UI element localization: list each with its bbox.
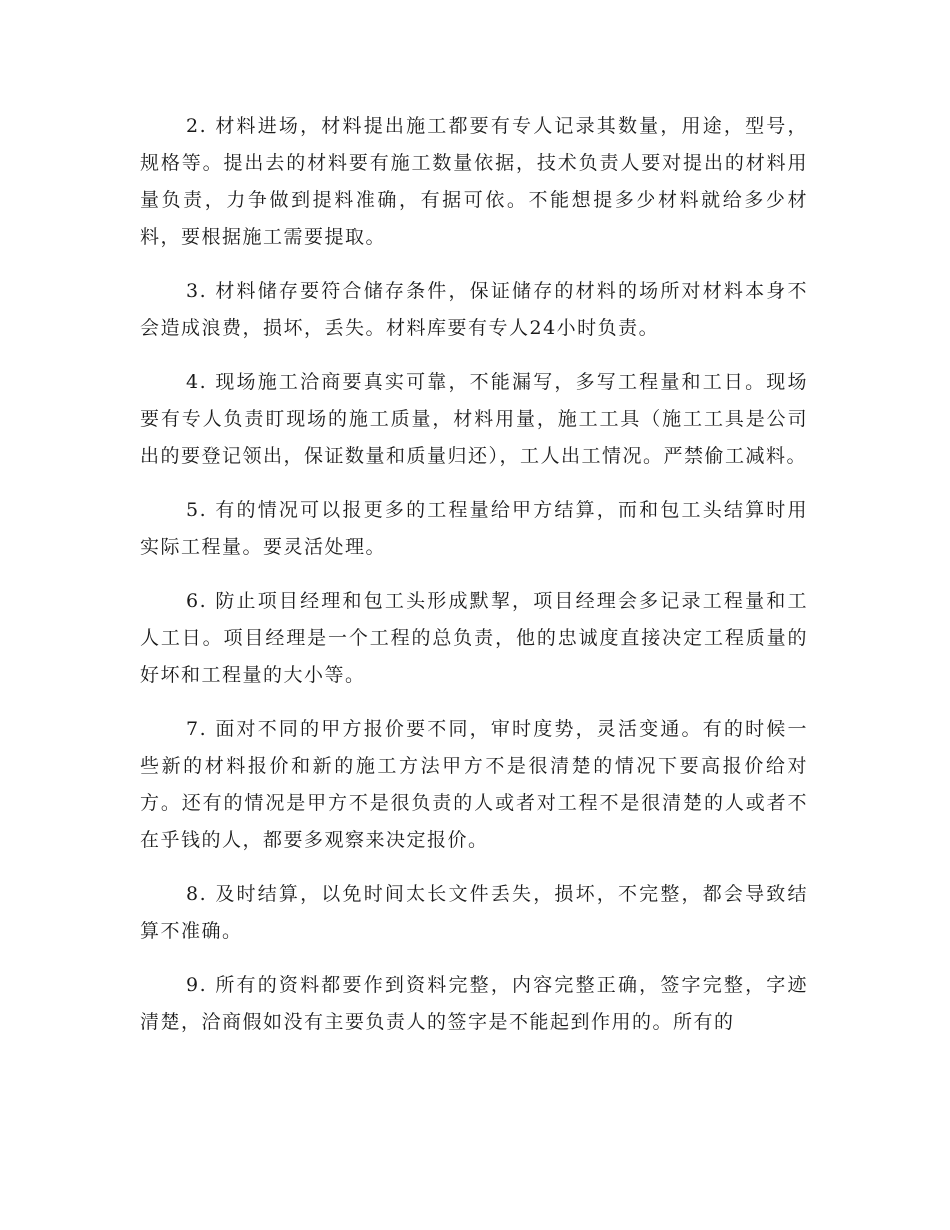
paragraph-3: 3. 材料储存要符合储存条件，保证储存的材料的场所对材料本身不会造成浪费，损坏，丢失。材料库要有专人24小时负责。 <box>140 280 808 339</box>
paragraph-2: 2. 材料进场，材料提出施工都要有专人记录其数量，用途，型号，规格等。提出去的材料要有施工数量依据，技术负责人要对提出的材料用量负责，力争做到提料准确，有据可依。不能想提多少材料就给多少材料，要根据施工需要提取。 <box>140 115 808 248</box>
paragraph-7: 7. 面对不同的甲方报价要不同，审时度势，灵活变通。有的时候一些新的材料报价和新的施工方法甲方不是很清楚的情况下要高报价给对方。还有的情况是甲方不是很负责的人或者对工程不是很清楚的人或者不在乎钱的人，都要多观察来决定报价。 <box>140 718 808 851</box>
document-page <box>140 108 808 1058</box>
paragraph-4: 4. 现场施工洽商要真实可靠，不能漏写，多写工程量和工日。现场要有专人负责盯现场的施工质量，材料用量，施工工具（施工工具是公司出的要登记领出，保证数量和质量归还），工人出工情况。严禁偷工减料。 <box>140 371 808 467</box>
paragraph-9: 9. 所有的资料都要作到资料完整，内容完整正确，签字完整，字迹清楚，洽商假如没有主要负责人的签字是不能起到作用的。所有的 <box>140 974 808 1033</box>
paragraph-6: 6. 防止项目经理和包工头形成默挈，项目经理会多记录工程量和工人工日。项目经理是一个工程的总负责，他的忠诚度直接决定工程质量的好坏和工程量的大小等。 <box>140 590 808 686</box>
paragraph-5: 5. 有的情况可以报更多的工程量给甲方结算，而和包工头结算时用实际工程量。要灵活处理。 <box>140 499 808 558</box>
paragraph-8: 8. 及时结算，以免时间太长文件丢失，损坏，不完整，都会导致结算不准确。 <box>140 883 808 942</box>
